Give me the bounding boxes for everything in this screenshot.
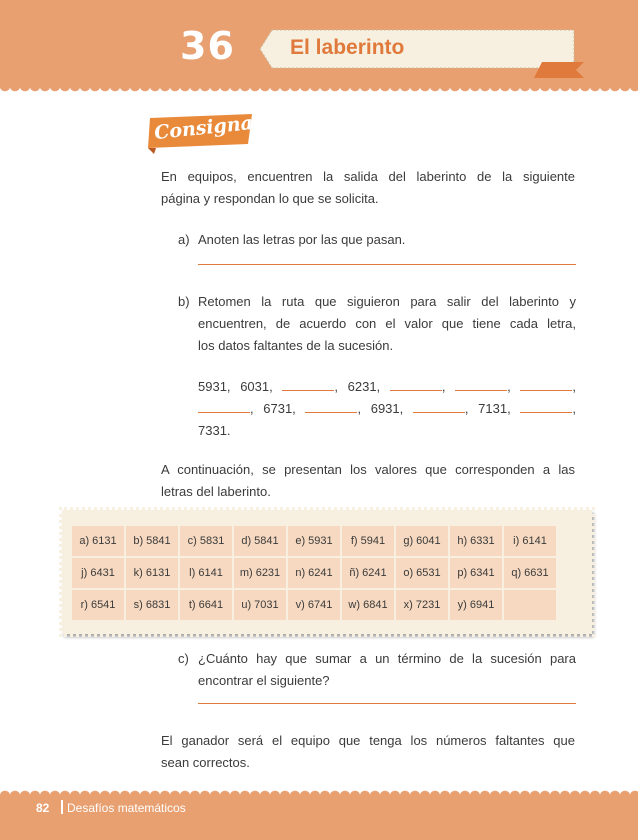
question-b-line-1: Retomen la ruta que siguieron para salir del laberinto y xyxy=(198,294,576,309)
sequence-value: 6231, xyxy=(347,379,381,394)
answer-line-c[interactable] xyxy=(198,703,576,704)
table-cell: j) 6431 xyxy=(72,558,124,588)
table-row xyxy=(72,526,556,556)
question-a-text: Anoten las letras por las que pasan. xyxy=(198,232,406,247)
question-c-line-1: ¿Cuánto hay que sumar a un término de la sucesión para xyxy=(198,651,576,666)
table-cell: q) 6631 xyxy=(504,558,556,588)
answer-line-a[interactable] xyxy=(198,264,576,265)
question-b-text xyxy=(198,291,576,357)
sequence-blank[interactable] xyxy=(390,378,442,391)
table-cell xyxy=(504,590,556,620)
table-cell: a) 6131 xyxy=(72,526,124,556)
intro-line-1: En equipos, encuentren la salida del laberinto de la siguiente xyxy=(161,169,575,184)
header-scalloped-edge xyxy=(0,86,638,96)
lesson-title: El laberinto xyxy=(290,36,405,59)
sequence-row-1 xyxy=(198,376,576,398)
sequence-comma: , xyxy=(464,401,469,416)
table-row xyxy=(72,590,556,620)
values-intro-line-1: A continuación, se presentan los valores que corresponden a las xyxy=(161,462,575,477)
closing-line-1: El ganador será el equipo que tenga los números faltantes que xyxy=(161,733,575,748)
sequence-blank[interactable] xyxy=(413,400,465,413)
closing-line-2: sean correctos. xyxy=(161,755,250,770)
sequence-value-last: 7331. xyxy=(198,423,231,438)
table-cell: c) 5831 xyxy=(180,526,232,556)
table-cell: x) 7231 xyxy=(396,590,448,620)
table-cell: t) 6641 xyxy=(180,590,232,620)
sequence-row-2 xyxy=(198,398,576,420)
sequence-comma: , xyxy=(250,401,254,416)
footer-scalloped-edge xyxy=(0,786,638,796)
sequence-blank[interactable] xyxy=(198,400,250,413)
question-c-line-2: encontrar el siguiente? xyxy=(198,673,330,688)
table-cell: s) 6831 xyxy=(126,590,178,620)
sequence-comma: , xyxy=(507,379,511,394)
page-number: 82 xyxy=(36,801,50,815)
closing-paragraph xyxy=(161,730,575,774)
question-b-label: b) xyxy=(178,294,190,309)
lesson-number: 36 xyxy=(180,24,235,68)
sequence-blank[interactable] xyxy=(305,400,357,413)
table-cell: p) 6341 xyxy=(450,558,502,588)
question-b-line-3: los datos faltantes de la sucesión. xyxy=(198,338,394,353)
table-cell: f) 5941 xyxy=(342,526,394,556)
table-cell: h) 6331 xyxy=(450,526,502,556)
table-cell: i) 6141 xyxy=(504,526,556,556)
sequence-value: 5931, xyxy=(198,379,231,394)
sequence-value: 7131, xyxy=(478,401,511,416)
table-cell: d) 5841 xyxy=(234,526,286,556)
sequence-blank[interactable] xyxy=(520,400,572,413)
sequence-value: 6931, xyxy=(370,401,404,416)
table-cell: w) 6841 xyxy=(342,590,394,620)
intro-paragraph xyxy=(161,166,575,210)
question-a-label: a) xyxy=(178,232,190,247)
footer-separator xyxy=(61,800,63,814)
table-cell: k) 6131 xyxy=(126,558,178,588)
sequence-value: 6731, xyxy=(263,401,296,416)
table-cell: ñ) 6241 xyxy=(342,558,394,588)
question-b-line-2: encuentren, de acuerdo con el valor que tiene cada letra, xyxy=(198,316,576,331)
question-c-label: c) xyxy=(178,651,189,666)
values-intro xyxy=(161,459,575,503)
sequence-blank[interactable] xyxy=(520,378,572,391)
question-c-text xyxy=(198,648,576,692)
table-cell: r) 6541 xyxy=(72,590,124,620)
sequence-comma: , xyxy=(572,379,576,394)
sequence-comma: , xyxy=(441,379,446,394)
table-cell: u) 7031 xyxy=(234,590,286,620)
letter-values-table xyxy=(70,524,558,622)
values-intro-line-2: letras del laberinto. xyxy=(161,484,271,499)
consigna-label: Consigna 1 xyxy=(153,109,274,145)
intro-line-2: página y respondan lo que se solicita. xyxy=(161,191,379,206)
table-row xyxy=(72,558,556,588)
sequence-comma: , xyxy=(334,379,338,394)
sequence-blank[interactable] xyxy=(282,378,334,391)
table-cell: v) 6741 xyxy=(288,590,340,620)
sequence-blank[interactable] xyxy=(455,378,507,391)
book-title: Desafíos matemáticos xyxy=(67,801,186,815)
table-cell: b) 5841 xyxy=(126,526,178,556)
letter-values-card xyxy=(62,510,592,634)
sequence-value: 6031, xyxy=(240,379,273,394)
table-cell: o) 6531 xyxy=(396,558,448,588)
table-cell: e) 5931 xyxy=(288,526,340,556)
sequence-comma: , xyxy=(572,401,576,416)
table-cell: m) 6231 xyxy=(234,558,286,588)
table-cell: g) 6041 xyxy=(396,526,448,556)
table-cell: n) 6241 xyxy=(288,558,340,588)
table-cell: l) 6141 xyxy=(180,558,232,588)
sequence-comma: , xyxy=(357,401,362,416)
table-cell: y) 6941 xyxy=(450,590,502,620)
